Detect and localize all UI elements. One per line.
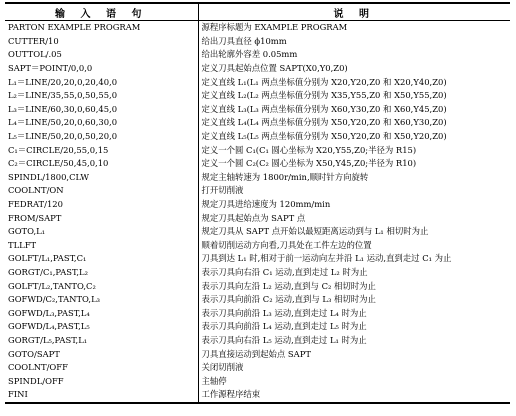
program-table-container [5, 2, 510, 404]
description-cell: 定义直线 L₄(L₄ 两点坐标值分别为 X50,Y20,Z0 和 X60,Y30,Z0) [201, 117, 447, 128]
description-cell: 给出轮廓外容差 0.05mm [201, 49, 298, 60]
table-row [5, 252, 510, 266]
table-row [5, 347, 510, 361]
table-row [5, 293, 510, 307]
statement-cell: GORGT/C₁,PAST,L₂ [5, 266, 198, 280]
description-cell: 定义直线 L₂(L₂ 两点坐标值分别为 X35,Y55,Z0 和 X50,Y55,Z0) [201, 90, 447, 101]
description-cell: 关闭切削液 [201, 362, 244, 373]
description-cell: 主轴停 [201, 375, 227, 386]
description-cell: 定义直线 L₁(L₁ 两点坐标值分别为 X20,Y20,Z0 和 X20,Y40,Z0) [201, 76, 447, 87]
statement-cell: GOTO,L₁ [5, 225, 198, 239]
statement-cell: PARTON EXAMPLE PROGRAM [5, 21, 198, 35]
table-row [5, 171, 510, 185]
description-cell: 表示刀具向右沿 C₁ 运动,直到走过 L₂ 时为止 [201, 266, 368, 277]
description-cell: 定义直线 L₃(L₃ 两点坐标值分别为 X60,Y30,Z0 和 X60,Y45,Z0) [201, 103, 447, 114]
description-cell: 规定刀具起始点为 SAPT 点 [201, 212, 306, 223]
description-cell: 表示刀具向右沿 L₅ 运动,直到走过 L₁ 时为止 [201, 334, 367, 345]
program-table [5, 2, 510, 404]
table-row [5, 21, 510, 35]
statement-cell: TLLFT [5, 239, 198, 253]
table-row [5, 35, 510, 49]
statement-cell: CUTTER/10 [5, 35, 198, 49]
table-row [5, 279, 510, 293]
description-cell: 打开切削液 [201, 185, 244, 196]
description-cell: 给出刀具直径 ϕ10mm [201, 35, 287, 46]
statement-cell: L₃＝LINE/60,30,0,60,45,0 [5, 103, 198, 117]
description-cell: 刀具到达 L₁ 时,相对于前一运动向左并沿 L₁ 运动,直到走过 C₁ 为止 [201, 253, 452, 264]
table-row [5, 48, 510, 62]
table-row [5, 361, 510, 375]
statement-cell: GOTO/SAPT [5, 347, 198, 361]
description-cell: 定义一个圆 C₁(C₁ 圆心坐标为 X20,Y55,Z0;半径为 R15) [201, 144, 417, 155]
statement-cell: SPINDL/1800,CLW [5, 171, 198, 185]
table-row [5, 266, 510, 280]
statement-cell: L₁＝LINE/20,20,0,20,40,0 [5, 75, 198, 89]
table-row [5, 225, 510, 239]
table-row [5, 388, 510, 403]
description-cell: 规定刀具从 SAPT 点开始以最短距离运动到与 L₁ 相切时为止 [201, 226, 429, 237]
statement-cell: OUTTOL/.05 [5, 48, 198, 62]
statement-cell: FROM/SAPT [5, 211, 198, 225]
table-header-row [5, 3, 510, 21]
statement-cell: FEDRAT/120 [5, 198, 198, 212]
description-cell: 表示刀具向左沿 L₂ 运动,直到与 C₂ 相切时为止 [201, 280, 376, 291]
description-cell: 定义直线 L₅(L₅ 两点坐标值分别为 X50,Y20,Z0 和 X50,Y20,Z0) [201, 131, 447, 142]
statement-cell: GORGT/L₅,PAST,L₁ [5, 334, 198, 348]
header-description: 说 明 [198, 3, 510, 21]
statement-cell: C₁＝CIRCLE/20,55,0,15 [5, 143, 198, 157]
description-cell: 工作源程序结束 [198, 388, 510, 403]
table-row [5, 374, 510, 388]
table-row [5, 198, 510, 212]
description-cell: 顺着切削运动方向看,刀具处在工件左边的位置 [201, 239, 372, 250]
statement-cell: L₂＝LINE/35,55,0,50,55,0 [5, 89, 198, 103]
description-cell: 表示刀具向前沿 L₄ 运动,直到走过 L₅ 时为止 [201, 321, 367, 332]
table-body [5, 21, 510, 403]
table-row [5, 143, 510, 157]
table-row [5, 306, 510, 320]
statement-cell: COOLNT/OFF [5, 361, 198, 375]
description-cell: 定义一个圆 C₂(C₂ 圆心坐标为 X50,Y45,Z0;半径为 R10) [201, 158, 417, 169]
statement-cell: SAPT＝POINT/0,0,0 [5, 62, 198, 76]
statement-cell: C₂＝CIRCLE/50,45,0,10 [5, 157, 198, 171]
statement-cell: COOLNT/ON [5, 184, 198, 198]
table-row [5, 334, 510, 348]
table-row [5, 157, 510, 171]
statement-cell: GOLFT/L₁,PAST,C₁ [5, 252, 198, 266]
statement-cell: GOLFT/L₂,TANTO,C₂ [5, 279, 198, 293]
statement-cell: GOFWD/C₂,TANTO,L₃ [5, 293, 198, 307]
table-row [5, 116, 510, 130]
statement-cell: GOFWD/L₃,PAST,L₄ [5, 306, 198, 320]
description-cell: 规定刀具进给速度为 120mm/min [201, 199, 331, 210]
table-row [5, 320, 510, 334]
table-row [5, 103, 510, 117]
table-row [5, 62, 510, 76]
table-row [5, 184, 510, 198]
table-row [5, 89, 510, 103]
statement-cell: L₄＝LINE/50,20,0,60,30,0 [5, 116, 198, 130]
description-cell: 源程序标题为 EXAMPLE PROGRAM [201, 22, 348, 33]
statement-cell: L₅＝LINE/50,20,0,50,20,0 [5, 130, 198, 144]
table-row [5, 239, 510, 253]
table-row [5, 130, 510, 144]
header-statement: 输 入 语 句 [5, 3, 198, 21]
table-row [5, 211, 510, 225]
statement-cell: SPINDL/OFF [5, 374, 198, 388]
statement-cell: FINI [5, 388, 198, 403]
description-cell: 规定主轴转速为 1800r/min,顺时针方向旋转 [201, 171, 369, 182]
description-cell: 刀具直接运动到起始点 SAPT [201, 348, 311, 359]
description-cell: 表示刀具向前沿 C₂ 运动,直到与 L₃ 相切时为止 [201, 294, 376, 305]
statement-cell: GOFWD/L₄,PAST,L₅ [5, 320, 198, 334]
description-cell: 定义刀具起始点位置 SAPT(X0,Y0,Z0) [201, 63, 348, 74]
description-cell: 表示刀具向前沿 L₃ 运动,直到走过 L₄ 时为止 [201, 307, 367, 318]
table-row [5, 75, 510, 89]
